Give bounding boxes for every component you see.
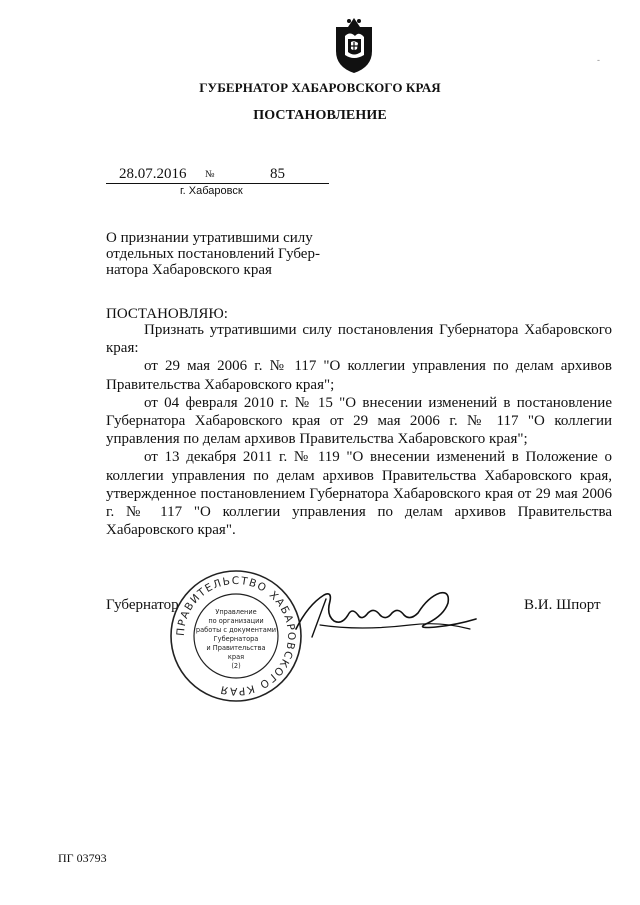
number-sign: № [205, 169, 215, 180]
stamp-line: работы с документами [195, 626, 277, 634]
stamp-line: края [227, 653, 245, 661]
registration-number: 85 [270, 166, 285, 182]
paragraph: от 04 февраля 2010 г. № 15 "О внесении изменений в постановление Губернатора Хабаровского края от 29 мая 2006 г. № 117 "О коллегии управления по делам архивов Правительства Хабаровского края"; [106, 394, 612, 448]
registration-date: 28.07.2016 [119, 166, 187, 182]
document-subject [106, 230, 328, 278]
paragraph: Признать утратившими силу постановления Губернатора Хабаровского края: [106, 322, 612, 357]
stamp-ring-text: ПРАВИТЕЛЬСТВО ХАБАРОВСКОГО КРАЯ [174, 574, 298, 698]
corner-mark: - [597, 55, 600, 65]
stamp-line: по организации [208, 617, 264, 625]
signer-name: В.И. Шпорт [524, 597, 601, 613]
footer-code: ПГ 03793 [58, 851, 107, 865]
subject-line: отдельных постановлений Губер- [106, 246, 320, 262]
stamp-line: Губернатора [213, 635, 259, 643]
subject-line: О признании утратившими силу [106, 230, 313, 246]
coat-of-arms-icon [328, 15, 380, 75]
decree-body [106, 321, 612, 539]
paragraph: от 13 декабря 2011 г. № 119 "О внесении изменений в Положение о коллегии управления по делам архивов Правительства Хабаровского края, утвержденное постановлением Губернатора Хабаровского края от 29 мая 2006 г. № 117 "О коллегии управления по делам архивов Правительства Хабаровского края". [106, 449, 612, 539]
handwritten-signature [290, 585, 480, 640]
paragraph: от 29 мая 2006 г. № 117 "О коллегии управления по делам архивов Правительства Хабаровского края"; [106, 358, 612, 393]
subject-line: натора Хабаровского края [106, 262, 272, 278]
decree-word: ПОСТАНОВЛЯЮ: [106, 306, 228, 322]
registration-underline [106, 183, 329, 184]
document-type: ПОСТАНОВЛЕНИЕ [253, 108, 387, 123]
org-title: ГУБЕРНАТОР ХАБАРОВСКОГО КРАЯ [199, 80, 441, 95]
stamp-line: и Правительства [206, 644, 266, 652]
stamp-line: (2) [231, 662, 241, 670]
official-stamp [168, 568, 304, 704]
registration-city: г. Хабаровск [180, 185, 243, 197]
signer-position: Губернатор [106, 597, 179, 613]
stamp-line: Управление [215, 608, 257, 616]
